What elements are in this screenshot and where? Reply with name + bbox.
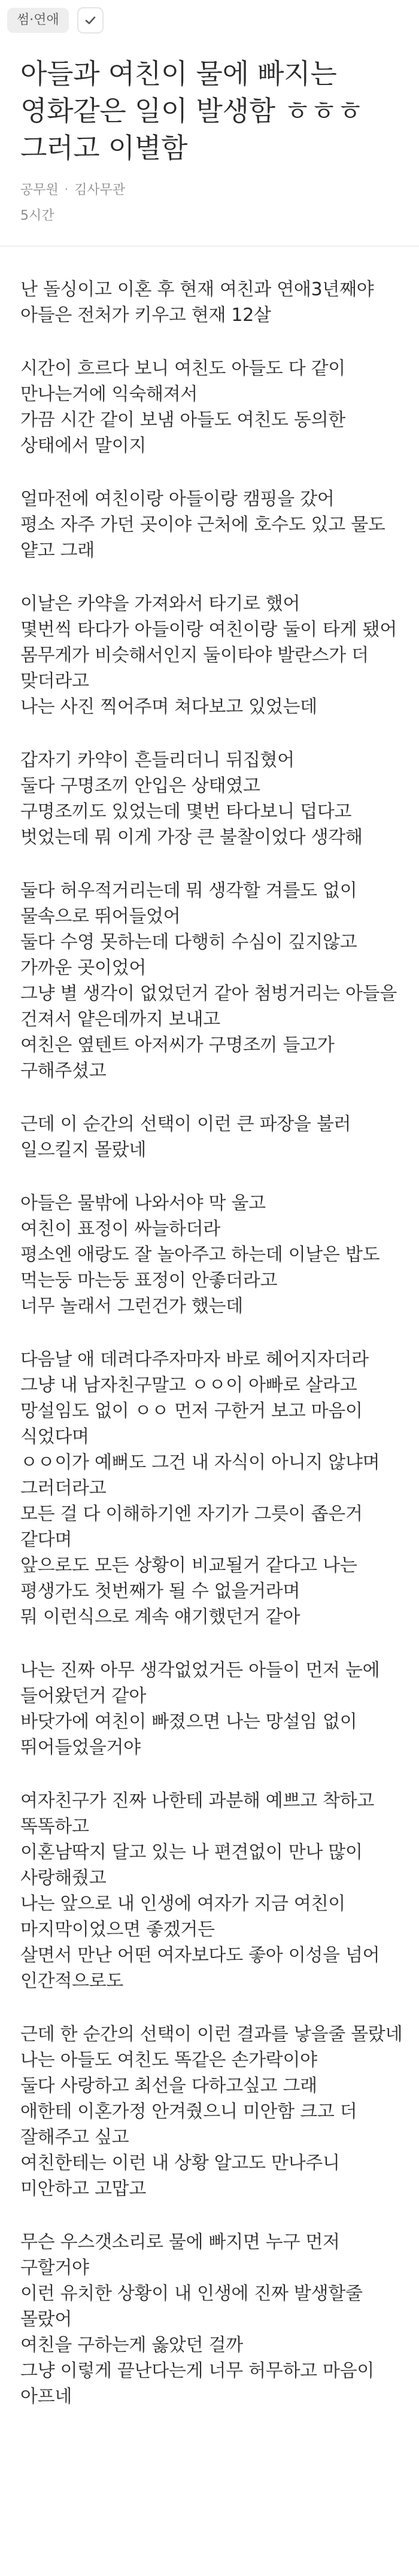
body-line: 똑똑하고 [20, 1816, 89, 1837]
meta-separator: · [64, 181, 69, 196]
body-paragraph [20, 486, 399, 563]
body-line: 나는 아들도 여친도 똑같은 손가락이야 [20, 2050, 317, 2071]
check-button[interactable] [77, 7, 104, 34]
body-line: 갑자기 카약이 흔들리더니 뒤집혔어 [20, 750, 294, 771]
check-icon [84, 14, 97, 27]
body-line: 시간이 흐르다 보니 여친도 아들도 다 같이 [20, 358, 345, 379]
body-line: 다음날 애 데려다주자마자 바로 헤어지자더라 [20, 1349, 369, 1370]
body-line: 사랑해줬고 [20, 1868, 107, 1889]
body-line: 애한테 이혼가정 안겨줬으니 미안함 크고 더 [20, 2101, 357, 2122]
body-paragraph [20, 2022, 403, 2202]
body-line: 만나는거에 익숙해져서 [20, 384, 198, 405]
body-line: 같다며 [20, 1529, 72, 1550]
author-type[interactable]: 공무원 [20, 183, 59, 198]
body-line: 뭐 이런식으로 계속 얘기했던거 같아 [20, 1607, 300, 1628]
body-line: 근데 이 순간의 선택이 이런 큰 파장을 불러 [20, 1114, 351, 1135]
body-paragraph [20, 1657, 399, 1760]
body-paragraph [20, 747, 399, 850]
author-name[interactable]: 김사무관 [74, 183, 126, 198]
body-line: 둘다 수영 못하는데 다행히 수심이 깊지않고 [20, 932, 357, 953]
body-paragraph [20, 1111, 399, 1163]
body-line: 잘해주고 싶고 [20, 2127, 129, 2148]
topbar [0, 0, 419, 34]
body-line: 모든 걸 다 이해하기엔 자기가 그릇이 좁은거 [20, 1504, 363, 1525]
body-line: 이런 유치한 상황이 내 인생에 진짜 발생할줄 [20, 2283, 363, 2304]
body-line: 그러더라고 [20, 1478, 107, 1499]
body-line: 여친한테는 이런 내 상황 알고도 만나주니 [20, 2153, 340, 2174]
body-line: 미안하고 고맙고 [20, 2178, 146, 2199]
body-line: 벗었는데 뭐 이게 가장 큰 불찰이었다 생각해 [20, 827, 363, 848]
body-paragraph [20, 1788, 399, 1994]
body-line: 나는 사진 찍어주며 쳐다보고 있었는데 [20, 696, 317, 717]
body-line: 근데 한 순간의 선택이 이런 결과를 낳을줄 몰랐네 [20, 2024, 403, 2045]
body-line: 구명조끼도 있었는데 몇번 타다보니 덥다고 [20, 801, 352, 822]
body-line: 일으킬지 몰랐네 [20, 1139, 146, 1160]
body-line: 둘다 구명조끼 안입은 상태였고 [20, 775, 260, 796]
post-title [20, 55, 399, 166]
body-line: 둘다 사랑하고 최선을 다하고싶고 그래 [20, 2075, 317, 2096]
body-line: 그냥 이렇게 끝난다는게 너무 허무하고 마음이 [20, 2360, 375, 2381]
post-body [20, 277, 403, 2410]
body-line: 얼마전에 여친이랑 아들이랑 캠핑을 갔어 [20, 489, 335, 510]
body-line: 식었다며 [20, 1426, 89, 1447]
title-line: 영화같은 일이 발생함 ㅎㅎㅎ [20, 95, 363, 127]
title-line: 그러고 이별함 [20, 132, 188, 164]
body-paragraph [20, 1190, 399, 1319]
body-paragraph [20, 277, 399, 328]
body-line: 너무 놀래서 그런건가 했는데 [20, 1296, 243, 1317]
body-line: 망설임도 없이 ㅇㅇ 먼저 구한거 보고 마음이 [20, 1401, 363, 1422]
body-line: 상태에서 말이지 [20, 435, 146, 456]
body-line: 구할거야 [20, 2257, 89, 2278]
body-paragraph [20, 591, 399, 720]
category-chip[interactable]: 썸·연애 [7, 8, 69, 33]
body-line: 여친은 옆텐트 아저씨가 구명조끼 들고가 [20, 1035, 335, 1056]
body-line: 들어왔던거 같아 [20, 1686, 146, 1707]
body-line: 그냥 내 남자친구말고 ㅇㅇ이 아빠로 살라고 [20, 1375, 357, 1396]
body-line: 나는 진짜 아무 생각없었거든 아들이 먼저 눈에 [20, 1660, 380, 1681]
body-line: 평소엔 애랑도 잘 놀아주고 하는데 이날은 밥도 [20, 1244, 380, 1265]
body-line: 몰랐어 [20, 2309, 72, 2330]
body-line: 건져서 얕은데까지 보내고 [20, 1009, 220, 1030]
body-line: 아프네 [20, 2386, 72, 2407]
body-line: 먹는둥 마는둥 표정이 안좋더라고 [20, 1270, 278, 1291]
body-line: 살면서 만난 어떤 여자보다도 좋아 이성을 넘어 [20, 1945, 380, 1966]
body-line: 물속으로 뛰어들었어 [20, 906, 181, 927]
body-line: 여친을 구하는게 옳았던 걸까 [20, 2335, 243, 2356]
body-line: 인간적으로도 [20, 1971, 124, 1992]
body-line: 몸무게가 비슷해서인지 둘이타야 발란스가 더 [20, 645, 369, 666]
body-line: 난 돌싱이고 이혼 후 현재 여친과 연애3년째야 [20, 279, 374, 300]
body-line: 아들은 전처가 키우고 현재 12살 [20, 305, 271, 326]
body-line: 평소 자주 가던 곳이야 근처에 호수도 있고 물도 [20, 514, 385, 535]
body-line: 마지막이었으면 좋겠거든 [20, 1919, 215, 1940]
body-line: 몇번씩 타다가 아들이랑 여친이랑 둘이 타게 됐어 [20, 619, 397, 640]
body-line: 아들은 물밖에 나와서야 막 울고 [20, 1193, 266, 1214]
body-paragraph [20, 2229, 399, 2410]
body-paragraph [20, 1347, 399, 1630]
body-line: 맞더라고 [20, 671, 89, 692]
author-meta [20, 180, 399, 198]
body-line: 여자친구가 진짜 나한테 과분해 예쁘고 착하고 [20, 1790, 375, 1811]
body-line: ㅇㅇ이가 예뻐도 그건 내 자식이 아니지 않냐며 [20, 1452, 380, 1473]
post-time: 5시간 [20, 208, 54, 223]
body-line: 나는 앞으로 내 인생에 여자가 지금 여친이 [20, 1893, 345, 1914]
body-line: 바닷가에 여친이 빠졌으면 나는 망설임 없이 [20, 1711, 357, 1732]
body-paragraph [20, 356, 399, 459]
body-line: 가까운 곳이었어 [20, 957, 146, 978]
body-line: 구해주셨고 [20, 1060, 107, 1081]
body-line: 가끔 시간 같이 보냄 아들도 여친도 동의한 [20, 410, 345, 431]
body-line: 그냥 별 생각이 없었던거 같아 첨벙거리는 아들을 [20, 983, 397, 1004]
body-line: 앞으로도 모든 상황이 비교될거 같다고 나는 [20, 1555, 357, 1576]
body-line: 평생가도 첫번째가 될 수 없을거라며 [20, 1581, 300, 1602]
divider [0, 246, 419, 247]
body-line: 얕고 그래 [20, 540, 95, 561]
body-line: 뛰어들었을거야 [20, 1737, 141, 1758]
body-paragraph [20, 878, 399, 1084]
title-line: 아들과 여친이 물에 빠지는 [20, 57, 337, 90]
body-line: 이날은 카약을 가져와서 타기로 했어 [20, 593, 300, 614]
body-line: 무슨 우스갯소리로 물에 빠지면 누구 먼저 [20, 2232, 340, 2253]
body-line: 이혼남딱지 달고 있는 나 편견없이 만나 많이 [20, 1842, 363, 1863]
body-line: 여친이 표정이 싸늘하더라 [20, 1219, 220, 1239]
body-line: 둘다 허우적거리는데 뭐 생각할 겨를도 없이 [20, 880, 357, 901]
